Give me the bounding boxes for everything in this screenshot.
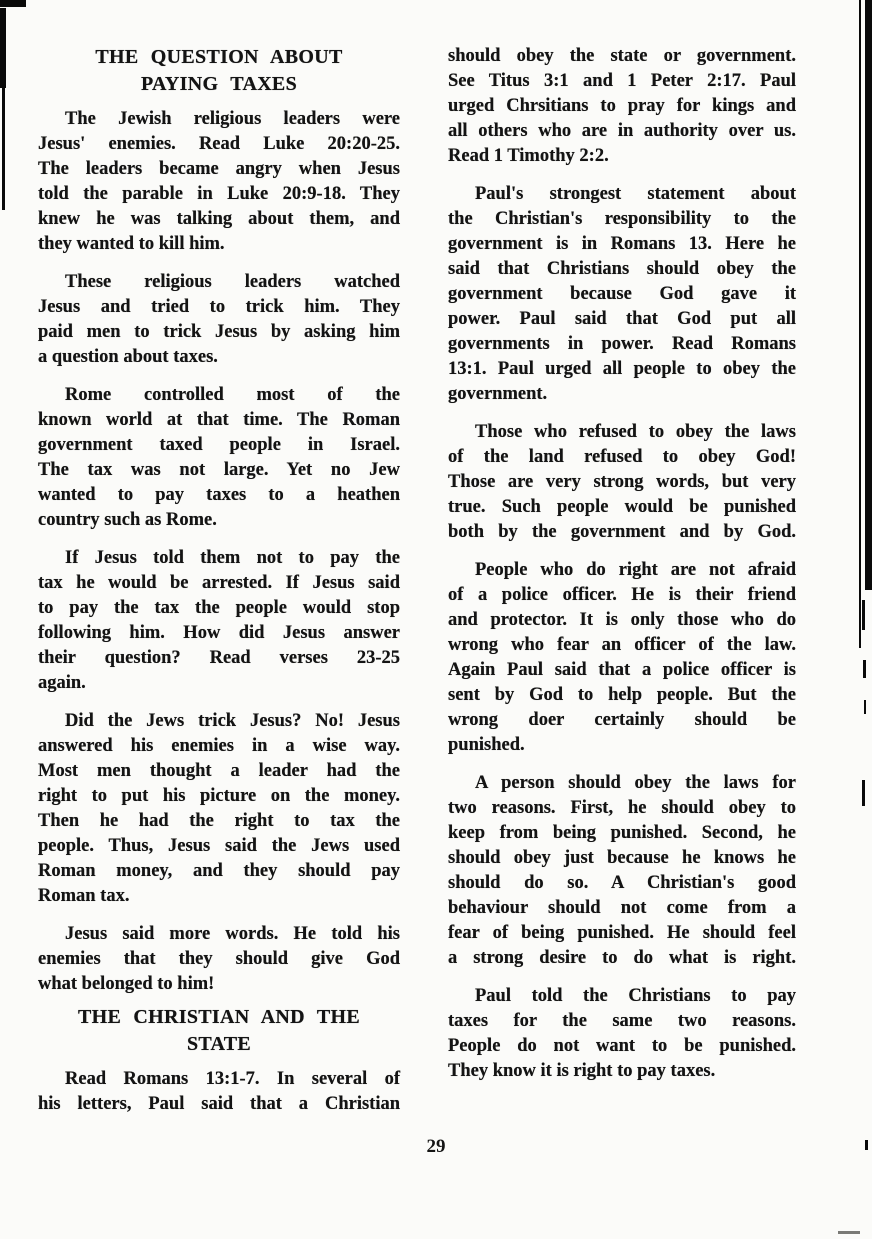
text-line: a strong desire to do what is right. <box>448 948 796 968</box>
text-line: If Jesus told them not to pay the <box>65 548 400 568</box>
text-line: government because God gave it <box>448 284 796 304</box>
text-line: should do so. A Christian's good <box>448 873 796 893</box>
text-line: The leaders became angry when Jesus <box>38 159 400 179</box>
text-line: Those are very strong words, but very <box>448 472 796 492</box>
text-line: These religious leaders watched <box>65 272 400 292</box>
paragraph <box>448 182 796 407</box>
right-text-column <box>448 44 796 1097</box>
text-line: Again Paul said that a police officer is <box>448 660 796 680</box>
text-line: the Christian's responsibility to the <box>448 209 796 229</box>
text-line: keep from being punished. Second, he <box>448 823 796 843</box>
text-line: all others who are in authority over us. <box>448 121 796 141</box>
text-line: A person should obey the laws for <box>475 773 796 793</box>
text-line: said that Christians should obey the <box>448 259 796 279</box>
text-line: People who do right are not afraid <box>475 560 796 580</box>
text-line: Jesus' enemies. Read Luke 20:20-25. <box>38 134 400 154</box>
paragraph <box>448 420 796 545</box>
paragraph <box>448 44 796 169</box>
text-line: power. Paul said that God put all <box>448 309 796 329</box>
text-line: behaviour should not come from a <box>448 898 796 918</box>
text-line: should obey the state or government. <box>448 46 796 66</box>
text-line: Roman tax. <box>38 886 130 906</box>
paragraph <box>448 771 796 971</box>
text-line: wanted to pay taxes to a heathen <box>38 485 400 505</box>
text-line: Then he had the right to tax the <box>38 811 400 831</box>
text-line: country such as Rome. <box>38 510 217 530</box>
text-line: again. <box>38 673 86 693</box>
text-line: both by the government and by God. <box>448 522 796 542</box>
scan-right-edge-line <box>859 0 861 648</box>
paragraph <box>38 546 400 696</box>
text-line: tax he would be arrested. If Jesus said <box>38 573 400 593</box>
section-heading <box>38 44 400 98</box>
scan-edge-mark <box>864 700 866 714</box>
text-line: right to put his picture on the money. <box>38 786 400 806</box>
text-line: punished. <box>448 735 525 755</box>
text-line: knew he was talking about them, and <box>38 209 400 229</box>
paragraph <box>448 558 796 758</box>
section-heading <box>38 1004 400 1058</box>
scan-edge-mark <box>863 660 866 678</box>
text-line: They know it is right to pay taxes. <box>448 1061 716 1081</box>
text-line: a question about taxes. <box>38 347 218 367</box>
text-line: paid men to trick Jesus by asking him <box>38 322 400 342</box>
text-line: following him. How did Jesus answer <box>38 623 400 643</box>
text-line: Jesus and tried to trick him. They <box>38 297 400 317</box>
text-line: Paul told the Christians to pay <box>475 986 796 1006</box>
text-line: Rome controlled most of the <box>65 385 400 405</box>
text-line: of the land refused to obey God! <box>448 447 796 467</box>
text-line: urged Chrsitians to pray for kings and <box>448 96 796 116</box>
text-line: Read 1 Timothy 2:2. <box>448 146 609 166</box>
scan-corner-artifact <box>0 0 26 7</box>
text-line: and protector. It is only those who do <box>448 610 796 630</box>
text-line: known world at that time. The Roman <box>38 410 400 430</box>
text-line: wrong doer certainly should be <box>448 710 796 730</box>
text-line: answered his enemies in a wise way. <box>38 736 400 756</box>
text-line: Paul's strongest statement about <box>475 184 796 204</box>
text-line: they wanted to kill him. <box>38 234 225 254</box>
text-line: people. Thus, Jesus said the Jews used <box>38 836 400 856</box>
text-line: The Jewish religious leaders were <box>65 109 400 129</box>
text-line: of a police officer. He is their friend <box>448 585 796 605</box>
text-line: told the parable in Luke 20:9-18. They <box>38 184 400 204</box>
scan-edge-mark <box>862 780 865 806</box>
text-line: his letters, Paul said that a Christian <box>38 1094 400 1114</box>
text-line: government taxed people in Israel. <box>38 435 400 455</box>
scan-left-edge-line <box>2 8 5 210</box>
text-line: Did the Jews trick Jesus? No! Jesus <box>65 711 400 731</box>
text-line: governments in power. Read Romans <box>448 334 796 354</box>
text-line: what belonged to him! <box>38 974 215 994</box>
heading-line: PAYING TAXES <box>140 73 297 95</box>
text-line: sent by God to help people. But the <box>448 685 796 705</box>
heading-line: THE CHRISTIAN AND THE <box>78 1006 360 1028</box>
paragraph <box>38 922 400 997</box>
text-line: fear of being punished. He should feel <box>448 923 796 943</box>
text-line: government. <box>448 384 548 404</box>
text-line: taxes for the same two reasons. <box>448 1011 796 1031</box>
text-line: The tax was not large. Yet no Jew <box>38 460 400 480</box>
text-line: Roman money, and they should pay <box>38 861 400 881</box>
text-line: Most men thought a leader had the <box>38 761 400 781</box>
paragraph <box>38 383 400 533</box>
text-line: 13:1. Paul urged all people to obey the <box>448 359 796 379</box>
text-line: two reasons. First, he should obey to <box>448 798 796 818</box>
paragraph <box>38 107 400 257</box>
paragraph <box>38 270 400 370</box>
page-number: 29 <box>426 1136 446 1157</box>
paragraph <box>38 709 400 909</box>
text-line: Read Romans 13:1-7. In several of <box>65 1069 400 1089</box>
paragraph <box>38 1067 400 1117</box>
text-line: should obey just because he knows he <box>448 848 796 868</box>
scan-edge-mark <box>862 600 865 630</box>
text-line: enemies that they should give God <box>38 949 400 969</box>
paragraph <box>448 984 796 1084</box>
heading-line: THE QUESTION ABOUT <box>95 46 343 68</box>
text-line: wrong who fear an officer of the law. <box>448 635 796 655</box>
text-line: See Titus 3:1 and 1 Peter 2:17. Paul <box>448 71 796 91</box>
text-line: Jesus said more words. He told his <box>65 924 400 944</box>
text-line: Those who refused to obey the laws <box>475 422 796 442</box>
scan-edge-mark <box>838 1231 860 1234</box>
text-line: People do not want to be punished. <box>448 1036 796 1056</box>
text-line: their question? Read verses 23-25 <box>38 648 400 668</box>
text-line: to pay the tax the people would stop <box>38 598 400 618</box>
left-text-column <box>38 44 400 1130</box>
scan-right-edge-line <box>865 0 872 590</box>
heading-line: STATE <box>186 1033 252 1055</box>
text-line: true. Such people would be punished <box>448 497 796 517</box>
text-line: government is in Romans 13. Here he <box>448 234 796 254</box>
